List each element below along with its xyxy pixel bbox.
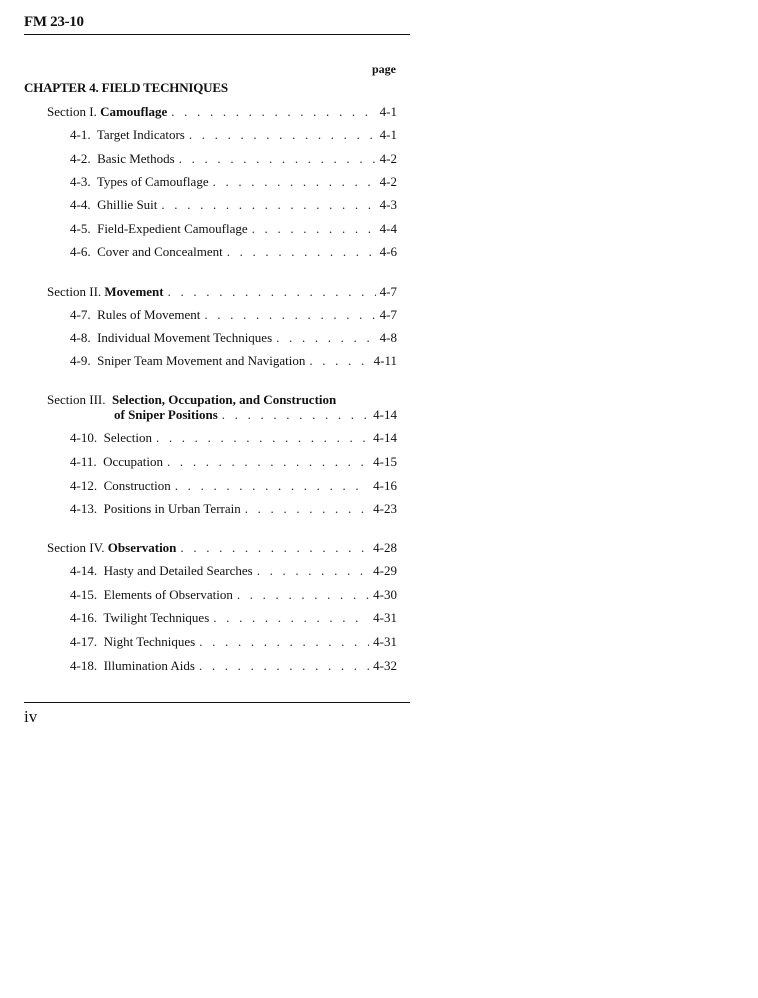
- item-title: Ghillie Suit: [97, 197, 158, 212]
- leader-dots: [204, 307, 375, 323]
- manual-id: FM 23-10: [24, 14, 84, 30]
- item-page: 4-3: [379, 197, 397, 212]
- toc-item-4-2[interactable]: [70, 151, 397, 167]
- toc-section-3[interactable]: [114, 407, 397, 423]
- header-rule: [24, 34, 410, 35]
- leader-dots: [179, 151, 376, 167]
- item-title: Occupation: [103, 454, 164, 469]
- toc-item-4-14[interactable]: [70, 563, 397, 579]
- item-number: 4-6.: [70, 244, 91, 259]
- toc-item-4-3[interactable]: [70, 174, 397, 190]
- item-number: 4-13.: [70, 501, 98, 516]
- toc-item-4-12[interactable]: [70, 478, 397, 494]
- item-page: 4-11: [373, 353, 397, 368]
- section-page: 4-28: [373, 540, 397, 555]
- page-column-label: page: [372, 62, 396, 76]
- leader-dots: [175, 478, 369, 494]
- item-number: 4-9.: [70, 353, 91, 368]
- item-title: Illumination Aids: [103, 658, 195, 673]
- item-page: 4-30: [373, 587, 397, 602]
- chapter-title: CHAPTER 4. FIELD TECHNIQUES: [24, 80, 228, 95]
- item-number: 4-7.: [70, 307, 91, 322]
- leader-dots: [276, 330, 376, 346]
- section-prefix: Section IV.: [47, 540, 105, 555]
- toc-item-4-10[interactable]: [70, 430, 397, 446]
- item-number: 4-15.: [70, 587, 98, 602]
- item-page: 4-29: [373, 563, 397, 578]
- toc-section-4[interactable]: [47, 540, 397, 556]
- leader-dots: [213, 610, 369, 626]
- toc-item-4-5[interactable]: [70, 221, 397, 237]
- toc-item-4-17[interactable]: [70, 634, 397, 650]
- item-title: Rules of Movement: [97, 307, 201, 322]
- item-page: 4-23: [373, 501, 397, 516]
- item-title: Selection: [103, 430, 152, 445]
- toc-section-2[interactable]: [47, 284, 397, 300]
- leader-dots: [257, 563, 369, 579]
- section-prefix: Section I.: [47, 104, 97, 119]
- item-title: Field-Expedient Camouflage: [97, 221, 248, 236]
- leader-dots: [168, 284, 376, 300]
- item-title: Target Indicators: [96, 127, 185, 142]
- item-number: 4-3.: [70, 174, 91, 189]
- item-number: 4-18.: [70, 658, 98, 673]
- item-number: 4-14.: [70, 563, 98, 578]
- section-title: Observation: [107, 540, 177, 555]
- item-page: 4-15: [373, 454, 397, 469]
- section-title: Camouflage: [100, 104, 168, 119]
- toc-item-4-4[interactable]: [70, 197, 397, 213]
- item-page: 4-7: [379, 307, 397, 322]
- toc-item-4-6[interactable]: [70, 244, 397, 260]
- item-title: Twilight Techniques: [103, 610, 210, 625]
- toc-item-4-1[interactable]: [70, 127, 397, 143]
- item-title: Cover and Concealment: [97, 244, 223, 259]
- item-number: 4-16.: [70, 610, 98, 625]
- leader-dots: [252, 221, 376, 237]
- item-title: Positions in Urban Terrain: [103, 501, 241, 516]
- leader-dots: [189, 127, 376, 143]
- item-page: 4-16: [373, 478, 397, 493]
- section-title-line2: of Sniper Positions: [114, 407, 218, 422]
- section-prefix: Section III.: [47, 392, 106, 407]
- section-prefix: Section II.: [47, 284, 102, 299]
- leader-dots: [161, 197, 375, 213]
- item-page: 4-31: [373, 634, 397, 649]
- item-title: Sniper Team Movement and Navigation: [97, 353, 306, 368]
- leader-dots: [245, 501, 369, 517]
- toc-item-4-7[interactable]: [70, 307, 397, 323]
- item-page: 4-2: [379, 151, 397, 166]
- leader-dots: [156, 430, 369, 446]
- item-page: 4-8: [379, 330, 397, 345]
- item-number: 4-4.: [70, 197, 91, 212]
- item-page: 4-2: [379, 174, 397, 189]
- leader-dots: [227, 244, 376, 260]
- item-number: 4-12.: [70, 478, 98, 493]
- toc-item-4-13[interactable]: [70, 501, 397, 517]
- section-title: Movement: [104, 284, 164, 299]
- leader-dots: [309, 353, 369, 369]
- section-page: 4-7: [379, 284, 397, 299]
- item-number: 4-17.: [70, 634, 98, 649]
- item-number: 4-5.: [70, 221, 91, 236]
- item-page: 4-1: [379, 127, 397, 142]
- item-title: Night Techniques: [103, 634, 196, 649]
- toc-item-4-18[interactable]: [70, 658, 397, 674]
- toc-item-4-9[interactable]: [70, 353, 397, 369]
- item-title: Individual Movement Techniques: [97, 330, 273, 345]
- item-number: 4-2.: [70, 151, 91, 166]
- section-page: 4-14: [373, 407, 397, 422]
- item-page: 4-14: [373, 430, 397, 445]
- footer-page-number: iv: [24, 707, 38, 726]
- item-title: Elements of Observation: [103, 587, 233, 602]
- item-title: Basic Methods: [97, 151, 175, 166]
- item-title: Construction: [103, 478, 171, 493]
- leader-dots: [199, 658, 369, 674]
- leader-dots: [213, 174, 376, 190]
- item-number: 4-1.: [70, 127, 91, 142]
- leader-dots: [237, 587, 369, 603]
- item-title: Hasty and Detailed Searches: [103, 563, 253, 578]
- section-title: Selection, Occupation, and Construction: [111, 392, 337, 407]
- toc-item-4-16[interactable]: [70, 610, 397, 626]
- item-page: 4-4: [379, 221, 397, 236]
- item-number: 4-10.: [70, 430, 98, 445]
- toc-item-4-15[interactable]: [70, 587, 397, 603]
- toc-section-3-heading[interactable]: [47, 392, 336, 408]
- leader-dots: [180, 540, 369, 556]
- section-page: 4-1: [379, 104, 397, 119]
- leader-dots: [222, 407, 369, 423]
- footer-rule: [24, 702, 410, 703]
- item-page: 4-32: [373, 658, 397, 673]
- toc-item-4-11[interactable]: [70, 454, 397, 470]
- toc-section-1[interactable]: [47, 104, 397, 120]
- item-number: 4-11.: [70, 454, 97, 469]
- leader-dots: [167, 454, 369, 470]
- leader-dots: [171, 104, 375, 120]
- toc-item-4-8[interactable]: [70, 330, 397, 346]
- item-page: 4-31: [373, 610, 397, 625]
- item-number: 4-8.: [70, 330, 91, 345]
- item-page: 4-6: [379, 244, 397, 259]
- leader-dots: [199, 634, 369, 650]
- item-title: Types of Camouflage: [96, 174, 209, 189]
